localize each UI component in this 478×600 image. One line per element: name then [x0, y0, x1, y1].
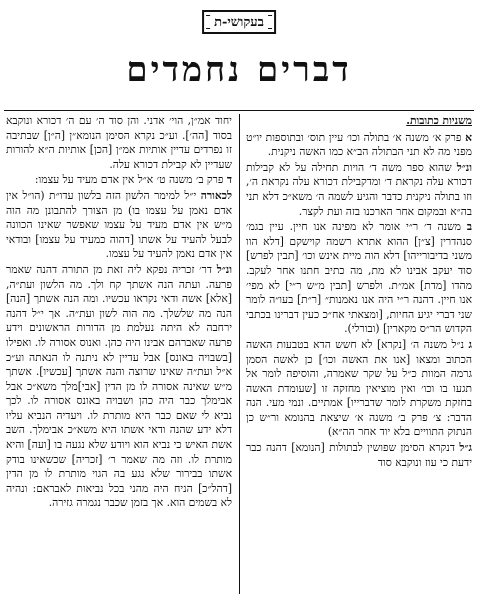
paragraph: [6, 189, 232, 262]
paragraph-text: י״ל למימר הלשון הזה בלשון עדו״ת (הו״ל אין אדם נאמן על עצמו בו) מן הצורך להתבונן מה הוה מ״ש אין אדם מעיד על עצמו שאפשר שאינו הכוונה לבעל להעיד על אשתו [דהוה כמעיד על עצמו] ובודאי אין אדם נאמן להעיד על עצמו.: [6, 188, 232, 261]
paragraph-lead: לכאורה: [200, 188, 232, 202]
paragraph: [6, 173, 232, 188]
paragraph-lead: ב: [466, 220, 472, 234]
paragraph-text: שהוא ספר משה ד׳ הויות תחילה על לא קבילות דכורא עלה נקראת ד׳ ומדקבילת דכורא עלה נקראת ה׳, וזו בתולה ניקנית כדבר והגיע לשמה ה׳ משא״כ דלא תני בה״א ובמקום אחר הארכנו בזה ועת לקצר.: [246, 160, 472, 218]
paragraph-lead: ד: [226, 173, 232, 187]
paragraph-lead: א: [465, 130, 472, 144]
paragraph: [246, 338, 472, 440]
paragraph-text: דנקרא הסימן שפושין לבתולות [הנומא] דהנה כבר ידעת כי עוז ונוקבא סוד: [246, 441, 472, 469]
paragraph: [246, 220, 472, 337]
paragraph: [6, 263, 232, 511]
paragraph-text: נ״ל משנה ה׳ [נקרא] לא חשש הדא בטבעות האשה הכתוב ומצאו [אנו את האשה וכו׳] כן לאשה הסמן גרמה המוות כ״ל על שקר שאמרה, והוסיפה לומר אל תגעו בו וכו׳ ואין מוציאין מחזקה זו [שעומדת האשה בחזקת משקרת לומר שדברייו] אמתיים. ונמי מעי. הנה הדבר: צ׳ פרק ב׳ משנה א׳ שיצאת בהנומא ור״ש כן הנתוק התוויים בלא יוד אחר הה״א): [246, 337, 472, 439]
paragraph-lead: ג: [468, 337, 472, 351]
paragraph-text: דר׳ זכריה נפקא ליה זאת מן התורה דהנה שאמר פרעה. ועתה הנה אשתך קח ולך. מה הלשון ועת״ה, [אלא] אשה ודאי נקראו עכשיו. ומה הנה אשתך [הנה] הנה מה שלשלך. מה הוה לשון ועת״ה. אך י״ל דהנה ירחבה לא היתה נעלמת מן הדורות הראשונים וידע פרעה שאברהם אבינו היה כהן. ואנוס אסורה לו. ואפילו [בשבויה באונס] אבל עדיין לא ניתנה לו הנאתה וע״כ א״ל ועת״ה שאינו שרוצה והנה אשתך [עכשיו]. אשתך מ״ש שאינה אסורה לו מן הדין [אבי]מלך משא״כ אבל אבימלך כבר היה כהן ושבויה באונס אסורה לו. לכך נביא לי שאם כבר היא מותרת לו. ויעדיה הנביא עליו דלא ידע שהנה ודאי אשתו היא משא״כ אבימלך. השב אשת האיש כי נביא הוא ויודע שלא נגעה בו [ועה] והיא מותרת לו. וזה מה שאמר ר׳ [זכריה] שכשאינו בודק אשתו בבירור שלא נגע בה הגוי מותרת לו מן הדין [דהל״כ] הניח היה מהני בכל נביאות לאבראם: ונהיה לא בשמים הוא. אך בזמן שכבר נגמרה גזירה.: [6, 262, 232, 510]
paragraph: [246, 131, 472, 160]
left-column: [6, 114, 232, 596]
paragraph-text: פרק א׳ משנה א׳ בתולה וכו׳ עיין תוס׳ ובתוספות יו״ט מפני מה לא תני הבתולה הב״א כמו האשה ניקנית.: [246, 130, 472, 159]
section-heading: משניות כתובות.: [406, 114, 472, 127]
paragraph: [246, 441, 472, 470]
paragraph-lead: ג״ל: [459, 441, 472, 455]
paragraph-text: משנה ד׳ ר״י אומר לא מפינה אנו חיין. עיין בגמ׳ סנהדרין [צ״ן] ההוא אתרא רשמה קוישקם [דלא הוו משני בדיבורייהו] דלא הוה מיית אינש וכו׳ [תבין לפרש] סוד יעקב אבינו לא מת, מה כתיב חתנו אחר לעקב. מהדו [מדת] אמ״ת. ולפרש [תבין מ״ש ר״י] לא מפי׳ אנו חיין. דהנה ר״י היה אנו נאמנות״ [ר״ת] בעו״ה לומר שני דברי יגיע החיות, [ומצאתי אח״כ כעין דברינו בכתבי הקדוש הר״ס מקארין] (ובורלי).: [246, 220, 472, 336]
paragraph: [246, 161, 472, 219]
page-title: דברים נחמדים: [126, 50, 352, 90]
column-divider: [239, 114, 240, 594]
title-divider: [4, 110, 474, 111]
paragraph-text: פרק ב׳ משנה ט׳ א״ל אין אדם מעיד על עצמו:: [34, 173, 224, 187]
paragraph-text: יחוד אמ״ן, הוי׳ אדני. והן סוד ה׳ עם ה׳ דכורא ונוקבא בסוד [הה׳]. וע״כ נקרא הסימן הנומא״ן [ה״ן] שבתיבה זו נפרדים עדיין אותיות אמ״ן [הכן] אותיות ה״א להורות שעדיין לא קבילת דכורא עלה.: [6, 114, 232, 171]
paragraph: [6, 114, 232, 172]
paragraph-lead: ונ״ל: [456, 160, 472, 174]
running-header: [202, 10, 276, 34]
right-column: [246, 114, 472, 596]
paragraph-lead: ונ״ל: [216, 262, 232, 276]
header-label: בעקושי-ת: [214, 15, 264, 30]
